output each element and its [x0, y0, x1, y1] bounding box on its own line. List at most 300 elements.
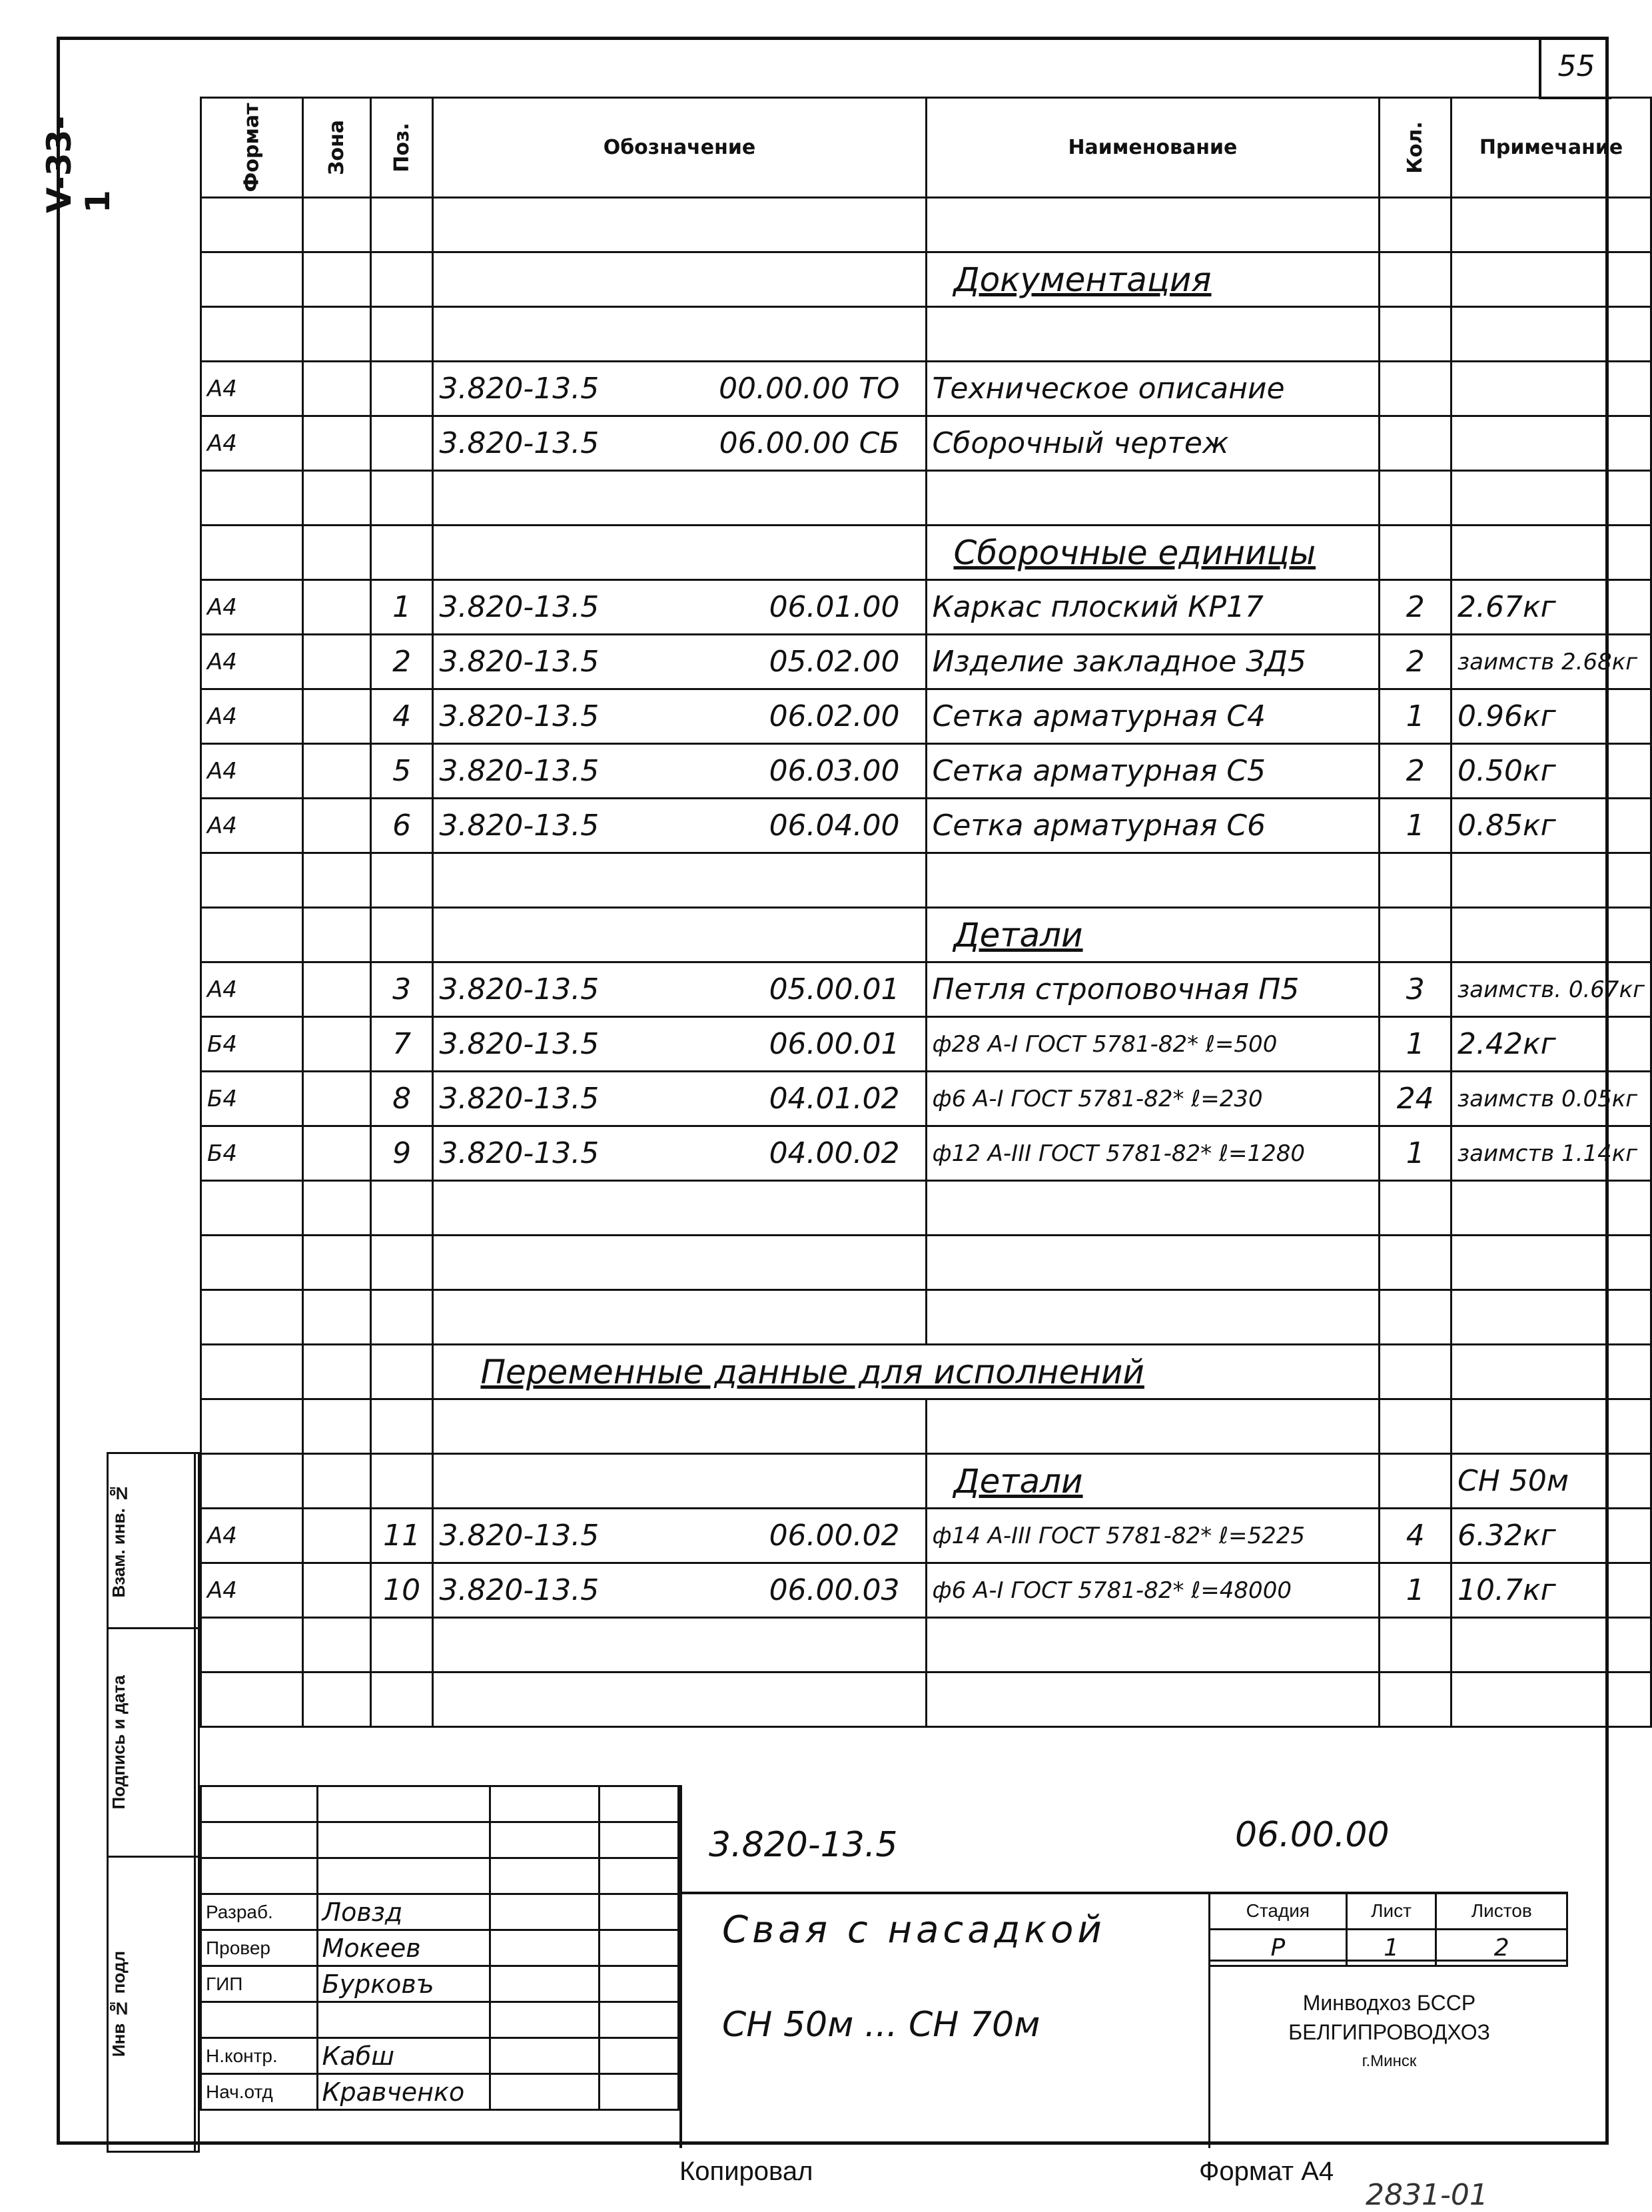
cell-format	[201, 1181, 303, 1236]
signature	[490, 1894, 600, 1930]
cell-name	[926, 1181, 1380, 1236]
inventory-number: 2831-01	[1366, 2178, 1488, 2212]
cell-note: 0.96кг	[1451, 689, 1651, 744]
cell-zone	[303, 252, 371, 307]
cell-note	[1451, 198, 1651, 252]
cell-qty: 1	[1380, 689, 1451, 744]
cell-zone	[303, 799, 371, 853]
cell-pos: 1	[370, 580, 433, 635]
cell-qty	[1380, 307, 1451, 362]
designation-code: 3.820-13.5	[439, 754, 600, 788]
cell-format: А4	[201, 416, 303, 471]
designation-suffix: 05.00.01	[769, 972, 900, 1006]
role-label	[201, 2002, 318, 2038]
cell-pos	[370, 1618, 433, 1672]
cell-name	[926, 1290, 1380, 1345]
date	[599, 2002, 678, 2038]
table-row	[201, 1454, 1651, 1509]
role-label: Провер	[201, 1930, 318, 1966]
cell-pos: 7	[370, 1017, 433, 1072]
designation-code: 3.820-13.5	[439, 1519, 600, 1553]
cell-format	[201, 1345, 303, 1399]
cell-format	[201, 252, 303, 307]
table-row	[201, 1072, 1651, 1126]
cell-note: 2.67кг	[1451, 580, 1651, 635]
header-pos: Поз.	[370, 98, 433, 198]
cell-format: А4	[201, 362, 303, 416]
cell-note	[1451, 1672, 1651, 1727]
cell-pos	[370, 1345, 433, 1399]
cell-zone	[303, 635, 371, 689]
cell-zone	[303, 1181, 371, 1236]
cell-format: А4	[201, 580, 303, 635]
cell-note	[1451, 252, 1651, 307]
cell-pos: 2	[370, 635, 433, 689]
cell-qty: 24	[1380, 1072, 1451, 1126]
cell-zone	[303, 1563, 371, 1618]
cell-pos	[370, 853, 433, 908]
cell-designation	[433, 198, 926, 252]
table-row	[201, 198, 1651, 252]
cell-name	[926, 198, 1380, 252]
cell-pos: 6	[370, 799, 433, 853]
designation-suffix: 06.03.00	[769, 754, 900, 788]
header-zone: Зона	[303, 98, 371, 198]
designation-code: 3.820-13.5	[439, 699, 600, 733]
cell-name: Техническое описание	[926, 362, 1380, 416]
cell-name	[926, 471, 1380, 526]
stage-value: Р	[1210, 1930, 1347, 1966]
designation-code: 3.820-13.5	[439, 1136, 600, 1170]
cell-pos: 5	[370, 744, 433, 799]
cell-zone	[303, 853, 371, 908]
cell-name	[926, 853, 1380, 908]
signature	[490, 2074, 600, 2110]
cell-format	[201, 1290, 303, 1345]
document-subtitle: СН 50м ... СН 70м	[722, 2005, 1040, 2045]
sheet-value: 1	[1346, 1930, 1436, 1966]
table-row	[201, 307, 1651, 362]
signature	[490, 1966, 600, 2002]
cell-name	[926, 307, 1380, 362]
signature-row	[201, 1966, 679, 2002]
cell-note	[1451, 1290, 1651, 1345]
cell-designation	[433, 908, 926, 962]
cell-designation	[433, 1618, 926, 1672]
cell-format: А4	[201, 962, 303, 1017]
cell-pos: 9	[370, 1126, 433, 1181]
role-label: Нач.отд	[201, 2074, 318, 2110]
cell-format	[201, 908, 303, 962]
title-area	[679, 1785, 1565, 2148]
cell-designation	[433, 1236, 926, 1290]
cell-note	[1451, 471, 1651, 526]
designation-suffix: 06.04.00	[769, 809, 900, 843]
cell-note: заимств 2.68кг	[1451, 635, 1651, 689]
role-surname: Кравченко	[317, 2074, 490, 2110]
designation-suffix: 05.02.00	[769, 645, 900, 679]
designation-suffix: 06.00.00 СБ	[719, 426, 900, 460]
cell-designation	[433, 580, 926, 635]
cell-note	[1451, 1345, 1651, 1399]
cell-designation	[433, 744, 926, 799]
cell-zone	[303, 471, 371, 526]
designation-code: 3.820-13.5	[439, 972, 600, 1006]
date	[599, 2074, 678, 2110]
header-name: Наименование	[926, 98, 1380, 198]
table-row	[201, 471, 1651, 526]
cell-name: Сборочный чертеж	[926, 416, 1380, 471]
cell-zone	[303, 1399, 371, 1454]
cell-note: 0.50кг	[1451, 744, 1651, 799]
cell-designation	[433, 1181, 926, 1236]
table-row	[201, 799, 1651, 853]
table-row	[201, 1126, 1651, 1181]
date	[599, 1930, 678, 1966]
cell-qty: 4	[1380, 1509, 1451, 1563]
cell-format	[201, 1454, 303, 1509]
sheet-number: 55	[1539, 37, 1611, 99]
cell-designation	[433, 962, 926, 1017]
table-row	[201, 908, 1651, 962]
cell-pos	[370, 252, 433, 307]
designation-code: 3.820-13.5	[439, 1082, 600, 1116]
designation-suffix: 06.00.03	[769, 1573, 900, 1607]
section-title: Детали	[926, 1454, 1380, 1509]
header-row	[201, 98, 1651, 198]
table-row	[201, 526, 1651, 580]
cell-qty: 2	[1380, 580, 1451, 635]
designation-suffix: 06.00.01	[769, 1027, 900, 1061]
date	[599, 1894, 678, 1930]
table-row	[201, 1563, 1651, 1618]
cell-format: А4	[201, 635, 303, 689]
cell-pos	[370, 307, 433, 362]
cell-qty	[1380, 1399, 1451, 1454]
signature-row	[201, 1930, 679, 1966]
cell-format	[201, 471, 303, 526]
cell-zone	[303, 1345, 371, 1399]
cell-zone	[303, 580, 371, 635]
section-title: Детали	[926, 908, 1380, 962]
designation-code: 3.820-13.5	[439, 590, 600, 624]
organization	[1208, 1960, 1568, 2148]
header-note: Примечание	[1451, 98, 1651, 198]
table-row	[201, 744, 1651, 799]
cell-designation	[433, 362, 926, 416]
cell-qty	[1380, 526, 1451, 580]
cell-designation	[433, 689, 926, 744]
table-row	[201, 1509, 1651, 1563]
cell-qty: 2	[1380, 744, 1451, 799]
signature-row	[201, 2074, 679, 2110]
variable-data-title: Переменные данные для исполнений	[433, 1345, 1380, 1399]
cell-pos	[370, 908, 433, 962]
table-row	[201, 1399, 1651, 1454]
cell-pos	[370, 416, 433, 471]
signature	[490, 1930, 600, 1966]
table-row	[201, 1618, 1651, 1672]
table-row	[201, 362, 1651, 416]
role-surname: Бурковъ	[317, 1966, 490, 2002]
cell-pos	[370, 1236, 433, 1290]
cell-zone	[303, 1290, 371, 1345]
cell-zone	[303, 526, 371, 580]
table-row	[201, 1672, 1651, 1727]
cell-zone	[303, 307, 371, 362]
table-row	[201, 635, 1651, 689]
cell-designation	[433, 1290, 926, 1345]
cell-note	[1451, 853, 1651, 908]
cell-note	[1451, 1618, 1651, 1672]
cell-pos: 10	[370, 1563, 433, 1618]
table-row	[201, 252, 1651, 307]
specification-body	[201, 198, 1651, 1727]
cell-zone	[303, 1672, 371, 1727]
cell-designation	[433, 1563, 926, 1618]
sheet-label: Лист	[1346, 1893, 1436, 1930]
header-qty: Кол.	[1380, 98, 1451, 198]
cell-designation	[433, 252, 926, 307]
table-row	[201, 1181, 1651, 1236]
cell-qty: 3	[1380, 962, 1451, 1017]
designation-code: 3.820-13.5	[439, 426, 600, 460]
cell-qty	[1380, 198, 1451, 252]
cell-zone	[303, 744, 371, 799]
cell-designation	[433, 416, 926, 471]
role-label: ГИП	[201, 1966, 318, 2002]
label-sign-date: Подпись и дата	[109, 1675, 129, 1810]
cell-note: 10.7кг	[1451, 1563, 1651, 1618]
cell-qty: 2	[1380, 635, 1451, 689]
cell-qty	[1380, 1345, 1451, 1399]
cell-format: Б4	[201, 1017, 303, 1072]
cell-qty	[1380, 1290, 1451, 1345]
designation-code: 3.820-13.5	[439, 372, 600, 406]
designation-code: 3.820-13.5	[439, 809, 600, 843]
table-row	[201, 580, 1651, 635]
cell-zone	[303, 1236, 371, 1290]
cell-qty	[1380, 853, 1451, 908]
designation-code: 3.820-13.5	[439, 645, 600, 679]
role-label: Разраб.	[201, 1894, 318, 1930]
label-inv-orig: Инв № подл	[109, 1951, 129, 2057]
document-code: 3.820-13.5	[709, 1825, 898, 1865]
cell-zone	[303, 1454, 371, 1509]
cell-pos	[370, 1399, 433, 1454]
cell-note	[1451, 1181, 1651, 1236]
designation-suffix: 06.01.00	[769, 590, 900, 624]
cell-note	[1451, 362, 1651, 416]
cell-designation	[433, 1509, 926, 1563]
table-row	[201, 689, 1651, 744]
cell-qty: 1	[1380, 1126, 1451, 1181]
copied-label: Копировал	[679, 2157, 813, 2186]
cell-format: А4	[201, 799, 303, 853]
document-code-suffix: 06.00.00	[1235, 1815, 1390, 1855]
cell-zone	[303, 1509, 371, 1563]
cell-name	[926, 1618, 1380, 1672]
cell-designation	[433, 853, 926, 908]
cell-name: Сетка арматурная С5	[926, 744, 1380, 799]
cell-designation	[433, 526, 926, 580]
cell-format	[201, 1236, 303, 1290]
cell-pos	[370, 471, 433, 526]
designation-suffix: 00.00.00 ТО	[719, 372, 900, 406]
cell-name: Сетка арматурная С4	[926, 689, 1380, 744]
role-surname: Мокеев	[317, 1930, 490, 1966]
cell-qty	[1380, 1672, 1451, 1727]
cell-format: А4	[201, 744, 303, 799]
cell-zone	[303, 1017, 371, 1072]
cell-note: 6.32кг	[1451, 1509, 1651, 1563]
cell-qty	[1380, 1236, 1451, 1290]
cell-name: ф28 А-I ГОСТ 5781-82* ℓ=500	[926, 1017, 1380, 1072]
cell-pos: 8	[370, 1072, 433, 1126]
left-strip	[107, 1452, 200, 2145]
cell-note: СН 50м	[1451, 1454, 1651, 1509]
signature-row	[201, 2038, 679, 2074]
cell-designation	[433, 471, 926, 526]
designation-suffix: 06.02.00	[769, 699, 900, 733]
cell-note: заимств. 0.67кг	[1451, 962, 1651, 1017]
date	[599, 2038, 678, 2074]
cell-qty: 1	[1380, 1563, 1451, 1618]
cell-note	[1451, 908, 1651, 962]
cell-name: Изделие закладное ЗД5	[926, 635, 1380, 689]
cell-pos	[370, 1290, 433, 1345]
cell-designation	[433, 1126, 926, 1181]
cell-note: заимств 0.05кг	[1451, 1072, 1651, 1126]
designation-code: 3.820-13.5	[439, 1027, 600, 1061]
table-row	[201, 1290, 1651, 1345]
cell-note	[1451, 307, 1651, 362]
cell-format	[201, 1672, 303, 1727]
table-row	[201, 1017, 1651, 1072]
header-format: Формат	[201, 98, 303, 198]
cell-designation	[433, 1454, 926, 1509]
signatures-table	[200, 1785, 679, 2148]
cell-pos: 3	[370, 962, 433, 1017]
cell-note: заимств 1.14кг	[1451, 1126, 1651, 1181]
cell-format	[201, 1618, 303, 1672]
cell-zone	[303, 908, 371, 962]
label-inv-replace: Взам. инв. №	[109, 1483, 129, 1598]
cell-pos	[370, 1454, 433, 1509]
sheets-value: 2	[1436, 1930, 1567, 1966]
cell-pos	[370, 526, 433, 580]
cell-qty: 1	[1380, 1017, 1451, 1072]
cell-qty	[1380, 1454, 1451, 1509]
cell-name: ф14 А-III ГОСТ 5781-82* ℓ=5225	[926, 1509, 1380, 1563]
cell-designation	[433, 635, 926, 689]
cell-name: Петля строповочная П5	[926, 962, 1380, 1017]
cell-format: А4	[201, 1509, 303, 1563]
cell-zone	[303, 1072, 371, 1126]
cell-qty	[1380, 1618, 1451, 1672]
cell-name: ф6 А-I ГОСТ 5781-82* ℓ=230	[926, 1072, 1380, 1126]
cell-qty	[1380, 416, 1451, 471]
org-ministry: Минводхоз БССР	[1302, 1991, 1476, 2015]
designation-suffix: 04.01.02	[769, 1082, 900, 1116]
header-designation: Обозначение	[433, 98, 926, 198]
signature-row	[201, 2002, 679, 2038]
cell-name	[926, 1236, 1380, 1290]
cell-note	[1451, 1399, 1651, 1454]
cell-note	[1451, 526, 1651, 580]
cell-zone	[303, 1618, 371, 1672]
cell-qty	[1380, 908, 1451, 962]
signature-row	[201, 1894, 679, 1930]
role-surname: Ловзд	[317, 1894, 490, 1930]
cell-qty: 1	[1380, 799, 1451, 853]
cell-name	[926, 1399, 1380, 1454]
role-label: Н.контр.	[201, 2038, 318, 2074]
cell-note: 2.42кг	[1451, 1017, 1651, 1072]
cell-format: Б4	[201, 1126, 303, 1181]
document-title: Свая с насадкой	[722, 1908, 1106, 1952]
cell-qty	[1380, 1181, 1451, 1236]
cell-designation	[433, 1399, 926, 1454]
cell-format	[201, 1399, 303, 1454]
specification-table	[200, 97, 1652, 1728]
cell-designation	[433, 799, 926, 853]
cell-note: 0.85кг	[1451, 799, 1651, 853]
format-label: Формат А4	[1199, 2157, 1334, 2186]
signature	[490, 2038, 600, 2074]
signature	[490, 2002, 600, 2038]
cell-format: Б4	[201, 1072, 303, 1126]
cell-format	[201, 853, 303, 908]
org-institute: БЕЛГИПРОВОДХОЗ	[1288, 2020, 1490, 2044]
cell-qty	[1380, 252, 1451, 307]
designation-code: 3.820-13.5	[439, 1573, 600, 1607]
section-title: Документация	[926, 252, 1380, 307]
cell-qty	[1380, 362, 1451, 416]
cell-pos: 4	[370, 689, 433, 744]
cell-designation	[433, 1017, 926, 1072]
cell-zone	[303, 689, 371, 744]
cell-designation	[433, 307, 926, 362]
org-city: г.Минск	[1362, 2052, 1417, 2070]
table-row	[201, 853, 1651, 908]
cell-format	[201, 307, 303, 362]
cell-pos	[370, 1181, 433, 1236]
cell-zone	[303, 1126, 371, 1181]
table-row	[201, 962, 1651, 1017]
cell-format: А4	[201, 1563, 303, 1618]
designation-suffix: 04.00.02	[769, 1136, 900, 1170]
cell-name: ф6 А-I ГОСТ 5781-82* ℓ=48000	[926, 1563, 1380, 1618]
table-row	[201, 416, 1651, 471]
cell-name: Каркас плоский КР17	[926, 580, 1380, 635]
cell-name	[926, 1672, 1380, 1727]
cell-zone	[303, 362, 371, 416]
cell-pos	[370, 362, 433, 416]
cell-zone	[303, 198, 371, 252]
designation-suffix: 06.00.02	[769, 1519, 900, 1553]
role-surname	[317, 2002, 490, 2038]
side-code: V-33-1	[40, 115, 117, 213]
date	[599, 1966, 678, 2002]
cell-name: Сетка арматурная С6	[926, 799, 1380, 853]
cell-zone	[303, 416, 371, 471]
cell-note	[1451, 416, 1651, 471]
cell-format: А4	[201, 689, 303, 744]
cell-designation	[433, 1672, 926, 1727]
cell-format	[201, 198, 303, 252]
sheets-label: Листов	[1436, 1893, 1567, 1930]
